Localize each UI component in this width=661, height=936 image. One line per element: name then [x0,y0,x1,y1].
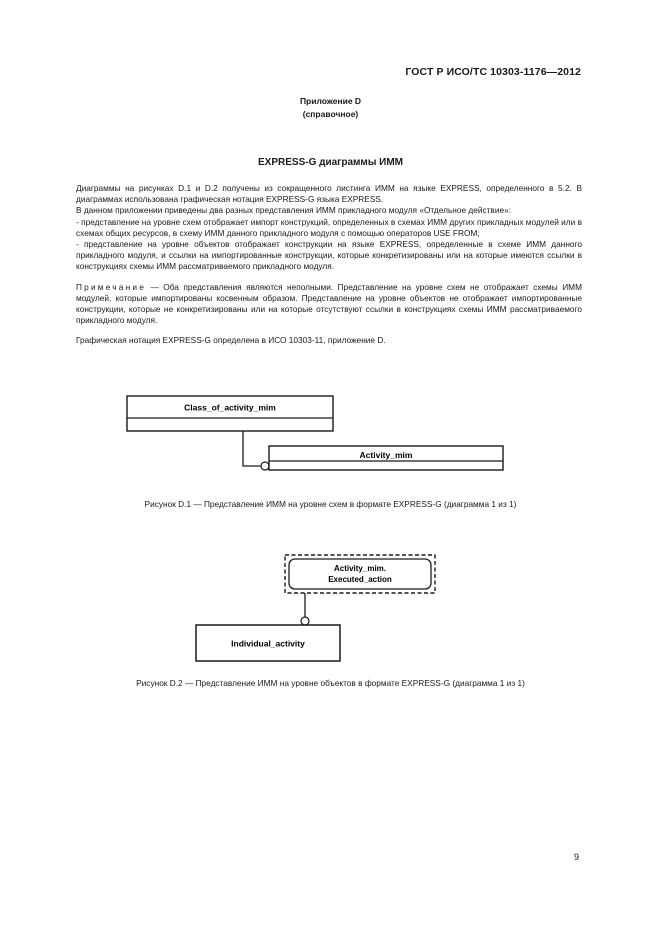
paragraph-2-text: В данном приложении приведены два разных представления ИММ прикладного модуля «Отдельное действие»: [76,205,512,216]
class-of-activity-mim-label: Class_of_activity_mim [184,402,276,413]
schema-link-line [243,431,269,470]
activity-mim-label: Activity_mim [359,450,413,460]
individual-activity-label: Individual_activity [231,638,305,649]
note-label: Примечание [76,281,147,292]
note-text: — Оба представления являются неполными. Представление на уровне схем не отображает схемы ИММ модулей, которые импортированы косвенным образом. Представление на уровне объектов не отображает импортированные конструкции, которые не конкретизированы или на которые отсутствуют ссылки в конструкциях схемы ИММ рассматриваемого прикладного модуля. [76,281,582,326]
paragraph-5-text: Графическая нотация EXPRESS-G определена в ИСО 10303-11, приложение D. [76,335,386,346]
annex-title: Приложение D [299,96,362,106]
annex-subtitle: (справочное) [302,109,359,119]
page-number: 9 [573,852,579,862]
standard-header: ГОСТ Р ИСО/ТС 10303-1176—2012 [405,66,581,78]
paragraph-1-text: Диаграммы на рисунках D.1 и D.2 получены из сокращенного листинга ИММ на языке EXPRESS, определенного в 5.2. В диаграммах использована графическая нотация EXPRESS-G языка EXPRESS. [76,183,582,205]
figure-d1-caption: Рисунок D.1 — Представление ИММ на уровне схем в формате EXPRESS-G (диаграмма 1 из 1) [144,499,517,509]
executed-action-ref-line1: Activity_mim. [333,564,387,573]
individual-activity-entity-box [196,625,340,661]
class-of-activity-mim-schema-box [127,396,333,431]
link-end-circle-icon [261,462,269,470]
executed-action-ref-line2: Executed_action [328,575,392,584]
subtype-link-line [301,593,309,625]
subtype-circle-icon [301,617,309,625]
section-title: EXPRESS-G диаграммы ИММ [258,157,403,168]
activity-mim-schema-box [269,446,503,470]
paragraph-4-text: - представление на уровне объектов отображает конструкции на языке EXPRESS, определенные в схеме ИММ данного прикладного модуля, и ссылки на импортированные конструкции, которые конкретизированы или на которые имеются ссылки в конструкциях схемы ИММ рассматриваемого прикладного модуля. [76,239,582,272]
paragraph-3-text: - представление на уровне схем отображает импорт конструкций, определенных в схемах ИММ других прикладных модулей или в схемах общих ресурсов, в схему ИММ данного прикладного модуля с помощью операторов USE FROM; [76,216,582,238]
executed-action-reference-box [285,555,435,593]
figure-d2-caption: Рисунок D.2 — Представление ИММ на уровне объектов в формате EXPRESS-G (диаграмма 1 из 1) [136,678,525,688]
